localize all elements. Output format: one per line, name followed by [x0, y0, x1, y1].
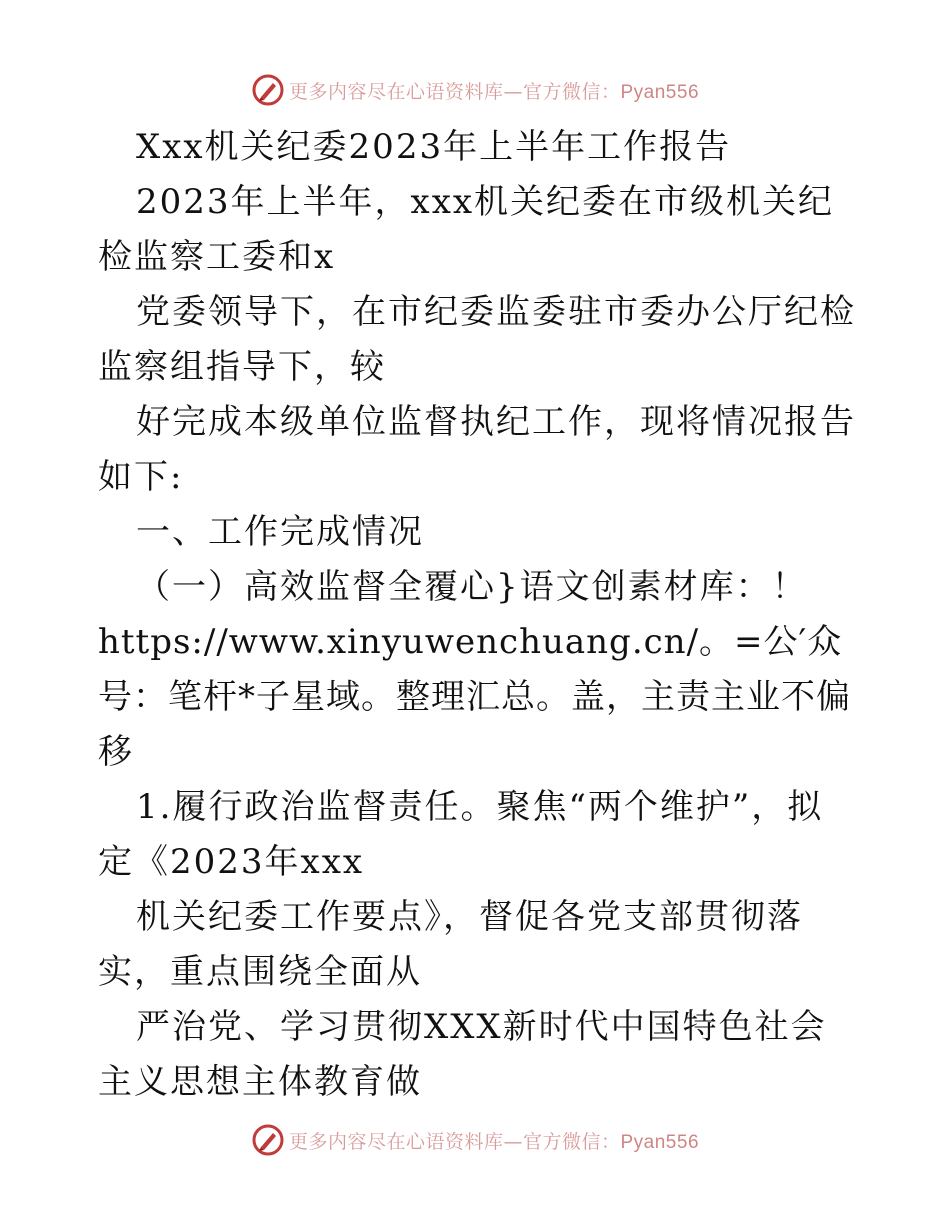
subsection-heading: （一）高效监督全覆心}语文创素材库：！: [136, 567, 808, 607]
paragraph: 2023年上半年，xxx机关纪委在市级机关纪检监察工委和x: [98, 182, 835, 277]
paragraph: https://www.xinyuwenchuang.cn/。=公′众号：笔杆*子星域。整理汇总。盖，主责主业不偏移: [98, 622, 851, 772]
watermark-text: 更多内容尽在心语资料库—官方微信：Pyan556: [288, 1130, 700, 1153]
paragraph: 机关纪委工作要点》，督促各党支部贯彻落实，重点围绕全面从: [98, 897, 803, 992]
watermark-text: 更多内容尽在心语资料库—官方微信：Pyan556: [288, 80, 700, 103]
watermark-wechat-id: Pyan556: [620, 81, 700, 103]
document-title: Xxx机关纪委2023年上半年工作报告: [136, 127, 732, 167]
paragraph: 严治党、学习贯彻XXX新时代中国特色社会主义思想主体教育做: [98, 1007, 827, 1102]
pen-logo-icon: [251, 1123, 285, 1157]
section-heading: 一、工作完成情况: [136, 512, 424, 552]
pen-logo-icon: [251, 73, 285, 107]
paragraph: 党委领导下，在市纪委监委驻市委办公厅纪检监察组指导下，较: [98, 292, 856, 387]
footer-watermark: [0, 1120, 950, 1160]
document-body: [98, 120, 858, 1110]
watermark-wechat-id: Pyan556: [620, 1131, 700, 1153]
paragraph: 好完成本级单位监督执纪工作，现将情况报告如下:: [98, 402, 856, 497]
paragraph: 1.履行政治监督责任。聚焦“两个维护”，拟定《2023年xxx: [98, 787, 824, 882]
header-watermark: [0, 70, 950, 110]
